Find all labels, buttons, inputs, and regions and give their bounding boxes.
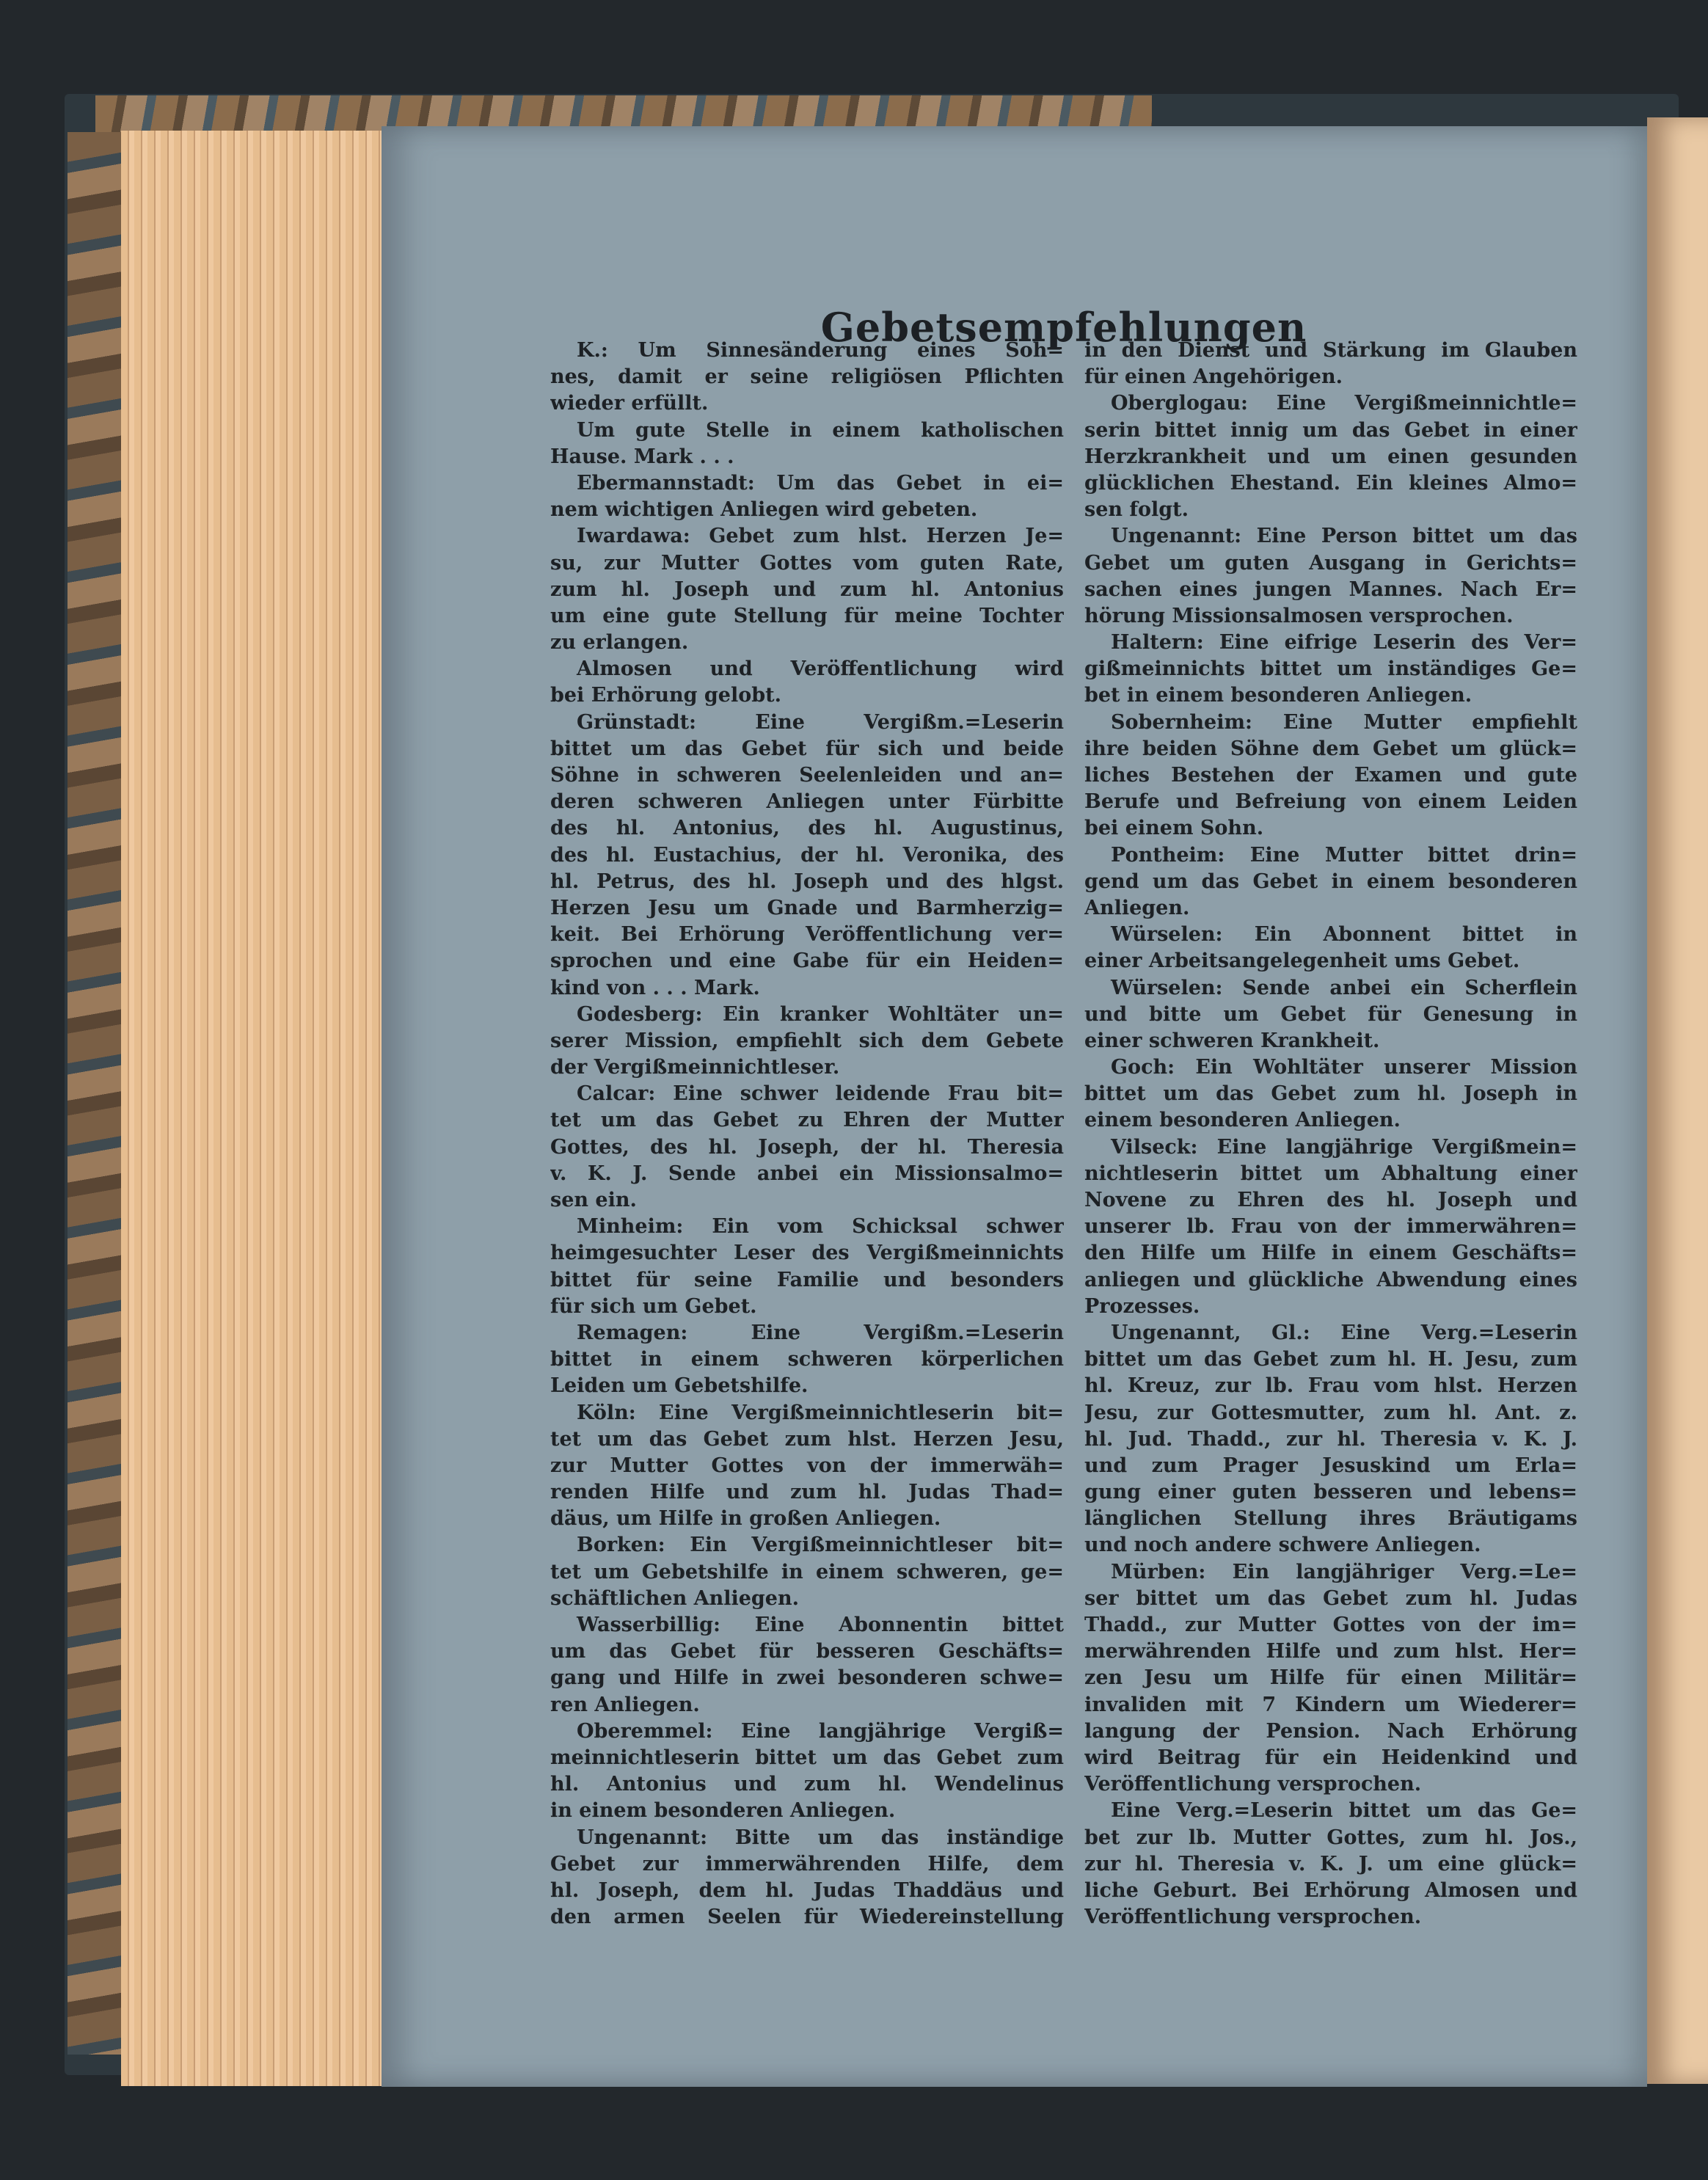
text-line: nem wichtigen Anliegen wird gebeten. (550, 498, 978, 522)
text-line: Herzen Jesu um Gnade und Barmherzig= (550, 896, 1064, 919)
text-line: Godesberg: Ein kranker Wohltäter un= (577, 1002, 1064, 1026)
text-line: den Hilfe um Hilfe in einem Geschäfts= (1084, 1242, 1577, 1265)
text-line: Pontheim: Eine Mutter bittet drin= (1111, 843, 1577, 867)
text-line: keit. Bei Erhörung Veröffentlichung ver= (550, 923, 1064, 947)
text-line: bei Erhörung gelobt. (550, 684, 781, 707)
text-line: K.: Um Sinnesänderung eines Soh= (577, 339, 1064, 362)
text-line: schäftlichen Anliegen. (550, 1586, 800, 1610)
text-line: Wasserbillig: Eine Abonnentin bittet (577, 1614, 1064, 1636)
text-line: sen ein. (550, 1189, 637, 1211)
text-line: bittet für seine Familie und besonders (550, 1268, 1064, 1291)
prayer-request-paragraph (550, 1081, 1064, 1214)
text-line: ren Anliegen. (550, 1693, 700, 1716)
prayer-request-paragraph (550, 470, 1064, 523)
text-line: für einen Angehörigen. (1084, 365, 1343, 389)
text-line: liches Bestehen der Examen und gute (1084, 764, 1577, 787)
text-line: bittet um das Gebet für sich und beide (550, 737, 1064, 760)
text-line: Eine Verg.=Leserin bittet um das Ge= (1111, 1799, 1577, 1823)
text-line: ser bittet um das Gebet zum hl. Judas (1084, 1586, 1577, 1610)
text-line: und noch andere schwere Anliegen. (1084, 1534, 1481, 1557)
text-line: nichtleserin bittet um Abhaltung einer (1084, 1162, 1577, 1185)
prayer-request-paragraph (1084, 1798, 1577, 1931)
prayer-request-paragraph (1084, 1320, 1577, 1559)
text-line: sen folgt. (1084, 498, 1189, 522)
text-line: zen Jesu um Hilfe für einen Militär= (1084, 1666, 1577, 1690)
text-line: zur Mutter Gottes von der immerwäh= (550, 1454, 1064, 1477)
text-line: Berufe und Befreiung von einem Leiden (1084, 790, 1577, 814)
text-line: und zum Prager Jesuskind um Erla= (1084, 1454, 1577, 1477)
text-line: ihre beiden Söhne dem Gebet um glück= (1084, 737, 1577, 760)
text-line: Ungenannt: Bitte um das inständige (577, 1826, 1064, 1849)
text-line: Gottes, des hl. Joseph, der hl. Theresia (550, 1135, 1064, 1159)
text-line: tet um Gebetshilfe in einem schweren, ge= (550, 1560, 1064, 1583)
text-line: serin bittet innig um das Gebet in einer (1084, 418, 1577, 442)
page-edges (121, 131, 385, 2086)
text-line: nes, damit er seine religiösen Pflichten (550, 365, 1064, 389)
text-line: Minheim: Ein vom Schicksal schwer (577, 1215, 1064, 1239)
text-line: Mürben: Ein langjähriger Verg.=Le= (1111, 1560, 1577, 1583)
prayer-request-paragraph (550, 656, 1064, 709)
text-line: langung der Pension. Nach Erhörung (1084, 1719, 1577, 1743)
prayer-request-paragraph (550, 1612, 1064, 1718)
prayer-request-paragraph (1084, 710, 1577, 842)
text-line: Gebet um guten Ausgang in Gerichts= (1084, 551, 1577, 575)
text-line: kind von . . . Mark. (550, 976, 760, 999)
text-line: hörung Missionsalmosen versprochen. (1084, 604, 1514, 627)
text-line: sprochen und eine Gabe für ein Heiden= (550, 949, 1064, 973)
text-line: bet in einem besonderen Anliegen. (1084, 684, 1472, 707)
text-line: gißmeinnichts bittet um inständiges Ge= (1084, 657, 1577, 681)
text-line: liche Geburt. Bei Erhörung Almosen und (1084, 1878, 1577, 1902)
text-line: Prozesses. (1084, 1294, 1200, 1318)
prayer-request-paragraph (1084, 1559, 1577, 1798)
text-line: gung einer guten besseren und lebens= (1084, 1481, 1577, 1504)
text-line: Oberglogau: Eine Vergißmeinnichtle= (1111, 392, 1577, 415)
text-line: tet um das Gebet zum hlst. Herzen Jesu, (550, 1427, 1064, 1451)
prayer-request-paragraph (1084, 1054, 1577, 1134)
page-title: Gebetsempfehlungen (820, 304, 1307, 351)
text-line: Würselen: Ein Abonnent bittet in (1111, 923, 1577, 947)
text-line: heimgesuchter Leser des Vergißmeinnichts (550, 1242, 1064, 1265)
text-line: in einem besonderen Anliegen. (550, 1799, 896, 1823)
text-line: glücklichen Ehestand. Ein kleines Almo= (1084, 471, 1577, 495)
text-line: Veröffentlichung versprochen. (1084, 1773, 1422, 1796)
prayer-request-paragraph (550, 338, 1064, 418)
text-line: Sobernheim: Eine Mutter empfiehlt (1111, 710, 1577, 734)
text-line: Ungenannt, Gl.: Eine Verg.=Leserin (1111, 1321, 1577, 1344)
text-line: zu erlangen. (550, 631, 689, 655)
text-line: anliegen und glückliche Abwendung eines (1084, 1268, 1577, 1291)
text-line: zum hl. Joseph und zum hl. Antonius (550, 577, 1064, 601)
marbled-spine-edge (67, 132, 123, 2055)
text-line: su, zur Mutter Gottes vom guten Rate, (550, 551, 1064, 575)
text-line: Vilseck: Eine langjährige Vergißmein= (1111, 1135, 1577, 1159)
text-line: einem besonderen Anliegen. (1084, 1109, 1401, 1132)
text-line: Leiden um Gebetshilfe. (550, 1374, 809, 1398)
text-line: Söhne in schweren Seelenleiden und an= (550, 764, 1064, 787)
text-line: Iwardawa: Gebet zum hlst. Herzen Je= (577, 525, 1064, 548)
prayer-request-paragraph (550, 523, 1064, 656)
text-line: Calcar: Eine schwer leidende Frau bit= (577, 1082, 1064, 1106)
text-line: Ebermannstadt: Um das Gebet in ei= (577, 471, 1064, 495)
text-line: wieder erfüllt. (550, 392, 709, 415)
text-line: gang und Hilfe in zwei besonderen schwe= (550, 1666, 1064, 1690)
text-line: um eine gute Stellung für meine Tochter (550, 604, 1064, 627)
text-line: einer schweren Krankheit. (1084, 1029, 1380, 1052)
text-line: gend um das Gebet in einem besonderen (1084, 870, 1577, 893)
prayer-request-paragraph (550, 1320, 1064, 1400)
text-line: Veröffentlichung versprochen. (1084, 1906, 1422, 1929)
text-line: Herzkrankheit und um einen gesunden (1084, 445, 1577, 468)
prayer-request-paragraph (1084, 922, 1577, 974)
text-line: den armen Seelen für Wiedereinstellung (550, 1906, 1064, 1929)
text-line: für sich um Gebet. (550, 1294, 757, 1318)
text-line: invaliden mit 7 Kindern um Wiederer= (1084, 1693, 1577, 1716)
text-line: bet zur lb. Mutter Gottes, zum hl. Jos., (1084, 1826, 1577, 1849)
text-line: bittet um das Gebet zum hl. Joseph in (1084, 1082, 1577, 1106)
prayer-request-paragraph (550, 1718, 1064, 1825)
text-line: unserer lb. Frau von der immerwähren= (1084, 1215, 1577, 1239)
prayer-request-paragraph (1084, 630, 1577, 710)
text-line: Almosen und Veröffentlichung wird (577, 657, 1064, 681)
text-line: serer Mission, empfiehlt sich dem Gebete (550, 1029, 1064, 1052)
text-line: Oberemmel: Eine langjährige Vergiß= (577, 1719, 1064, 1743)
text-line: hl. Joseph, dem hl. Judas Thaddäus und (550, 1878, 1064, 1902)
text-line: bei einem Sohn. (1084, 817, 1264, 840)
text-line: in den Dienst und Stärkung im Glauben (1084, 339, 1577, 362)
prayer-request-paragraph (550, 418, 1064, 470)
prayer-request-paragraph (1084, 842, 1577, 922)
text-line: der Vergißmeinnichtleser. (550, 1056, 840, 1079)
text-line: Grünstadt: Eine Vergißm.=Leserin (577, 710, 1064, 734)
prayer-request-paragraph (1084, 338, 1577, 390)
text-line: Würselen: Sende anbei ein Scherflein (1111, 976, 1577, 999)
prayer-request-paragraph (1084, 1134, 1577, 1320)
text-line: Thadd., zur Mutter Gottes von der im= (1084, 1614, 1577, 1636)
text-line: Borken: Ein Vergißmeinnichtleser bit= (577, 1534, 1064, 1557)
text-line: Köln: Eine Vergißmeinnichtleserin bit= (577, 1401, 1064, 1424)
text-line: hl. Antonius und zum hl. Wendelinus (550, 1773, 1064, 1796)
text-line: renden Hilfe und zum hl. Judas Thad= (550, 1481, 1064, 1504)
text-line: merwährenden Hilfe und zum hlst. Her= (1084, 1640, 1577, 1663)
prayer-request-paragraph (1084, 390, 1577, 523)
text-line: meinnichtleserin bittet um das Gebet zum (550, 1746, 1064, 1769)
text-line: einer Arbeitsangelegenheit ums Gebet. (1084, 949, 1520, 973)
text-line: zur hl. Theresia v. K. J. um eine glück= (1084, 1852, 1577, 1875)
text-line: Remagen: Eine Vergißm.=Leserin (577, 1321, 1064, 1344)
text-line: bittet in einem schweren körperlichen (550, 1348, 1064, 1371)
text-line: Um gute Stelle in einem katholischen (577, 418, 1064, 442)
text-line: Ungenannt: Eine Person bittet um das (1111, 525, 1577, 548)
prayer-request-paragraph (550, 1214, 1064, 1320)
text-line: bittet um das Gebet zum hl. H. Jesu, zum (1084, 1348, 1577, 1371)
prayer-request-paragraph (1084, 975, 1577, 1055)
text-line: v. K. J. Sende anbei ein Missionsalmo= (550, 1162, 1064, 1185)
prayer-request-paragraph (550, 1400, 1064, 1533)
text-line: hl. Petrus, des hl. Joseph und des hlgst. (550, 870, 1064, 893)
prayer-request-paragraph (550, 1002, 1064, 1082)
text-line: Jesu, zur Gottesmutter, zum hl. Ant. z. (1084, 1401, 1577, 1424)
text-line: des hl. Eustachius, der hl. Veronika, des (550, 843, 1064, 867)
text-line: hl. Jud. Thadd., zur hl. Theresia v. K. J. (1084, 1427, 1577, 1451)
text-line: und bitte um Gebet für Genesung in (1084, 1002, 1577, 1026)
left-column (550, 338, 1064, 1931)
text-line: wird Beitrag für ein Heidenkind und (1084, 1746, 1577, 1769)
text-line: Gebet zur immerwährenden Hilfe, dem (550, 1852, 1064, 1875)
text-line: um das Gebet für besseren Geschäfts= (550, 1640, 1064, 1663)
text-line: Hause. Mark . . . (550, 445, 734, 468)
text-line: hl. Kreuz, zur lb. Frau vom hlst. Herzen (1084, 1374, 1577, 1398)
text-line: des hl. Antonius, des hl. Augustinus, (550, 817, 1064, 840)
text-line: länglichen Stellung ihres Bräutigams (1084, 1507, 1577, 1531)
prayer-request-paragraph (1084, 523, 1577, 630)
text-line: Haltern: Eine eifrige Leserin des Ver= (1111, 631, 1577, 655)
text-line: tet um das Gebet zu Ehren der Mutter (550, 1109, 1064, 1132)
facing-page (1647, 117, 1708, 2084)
text-line: däus, um Hilfe in großen Anliegen. (550, 1507, 941, 1531)
text-line: Goch: Ein Wohltäter unserer Mission (1111, 1056, 1577, 1079)
prayer-request-paragraph (550, 710, 1064, 1002)
text-line: Anliegen. (1084, 896, 1190, 919)
prayer-request-paragraph (550, 1825, 1064, 1931)
text-line: deren schweren Anliegen unter Fürbitte (550, 790, 1064, 814)
text-line: sachen eines jungen Mannes. Nach Er= (1084, 577, 1577, 601)
text-line: Novene zu Ehren des hl. Joseph und (1084, 1189, 1577, 1211)
right-column (1084, 338, 1577, 1931)
prayer-request-paragraph (550, 1532, 1064, 1612)
